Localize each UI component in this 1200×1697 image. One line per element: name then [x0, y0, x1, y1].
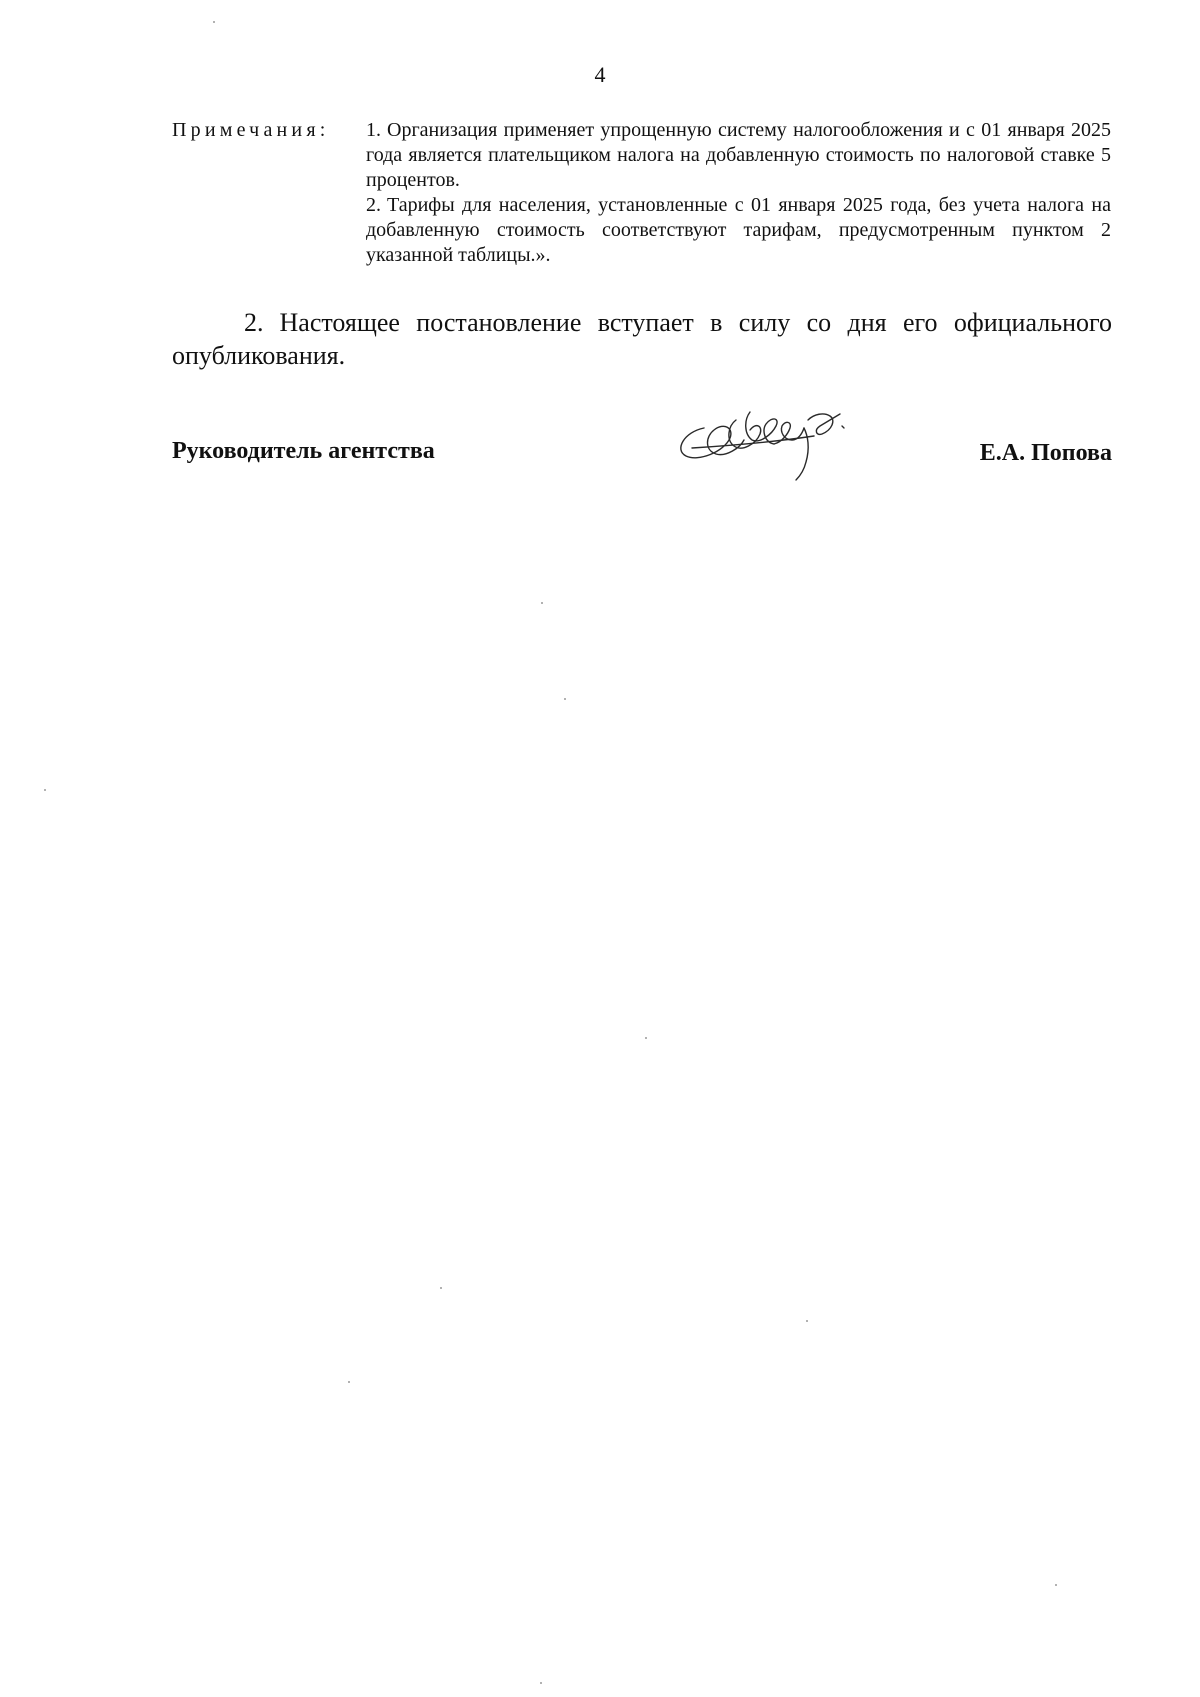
effective-date-paragraph	[172, 306, 1112, 372]
signature-icon	[664, 390, 864, 490]
page-number: 4	[594, 62, 606, 87]
note-item-1	[366, 118, 1111, 193]
note-number: 2.	[366, 194, 381, 216]
scan-speck	[213, 21, 215, 23]
note-text: Тарифы для населения, установленные с 01 января 2025 года, без учета налога на добавленную стоимость соответствуют тарифам, предусмотренным пунктом 2 указанной таблицы.».	[366, 194, 1111, 266]
scan-speck	[1055, 1584, 1057, 1586]
scan-speck	[806, 1320, 808, 1322]
notes-list	[366, 118, 1111, 268]
scan-speck	[348, 1381, 350, 1383]
scan-speck	[564, 698, 566, 700]
scan-speck	[645, 1037, 647, 1039]
signer-title: Руководитель агентства	[172, 438, 435, 464]
signature-block	[172, 428, 1112, 488]
signer-name: Е.А. Попова	[979, 440, 1112, 466]
note-text: Организация применяет упрощенную систему налогообложения и с 01 января 2025 года является плательщиком налога на добавленную стоимость по налоговой ставке 5 процентов.	[366, 119, 1111, 191]
scan-speck	[540, 1682, 542, 1684]
note-number: 1.	[366, 119, 381, 141]
notes-label: Примечания:	[172, 119, 330, 141]
scan-speck	[541, 602, 543, 604]
paragraph-number: 2.	[244, 308, 264, 337]
scan-speck	[44, 789, 46, 791]
paragraph-text: Настоящее постановление вступает в силу со дня его официального опубликования.	[172, 308, 1112, 370]
note-item-2	[366, 193, 1111, 268]
notes-section	[172, 118, 1112, 268]
scan-speck	[440, 1287, 442, 1289]
